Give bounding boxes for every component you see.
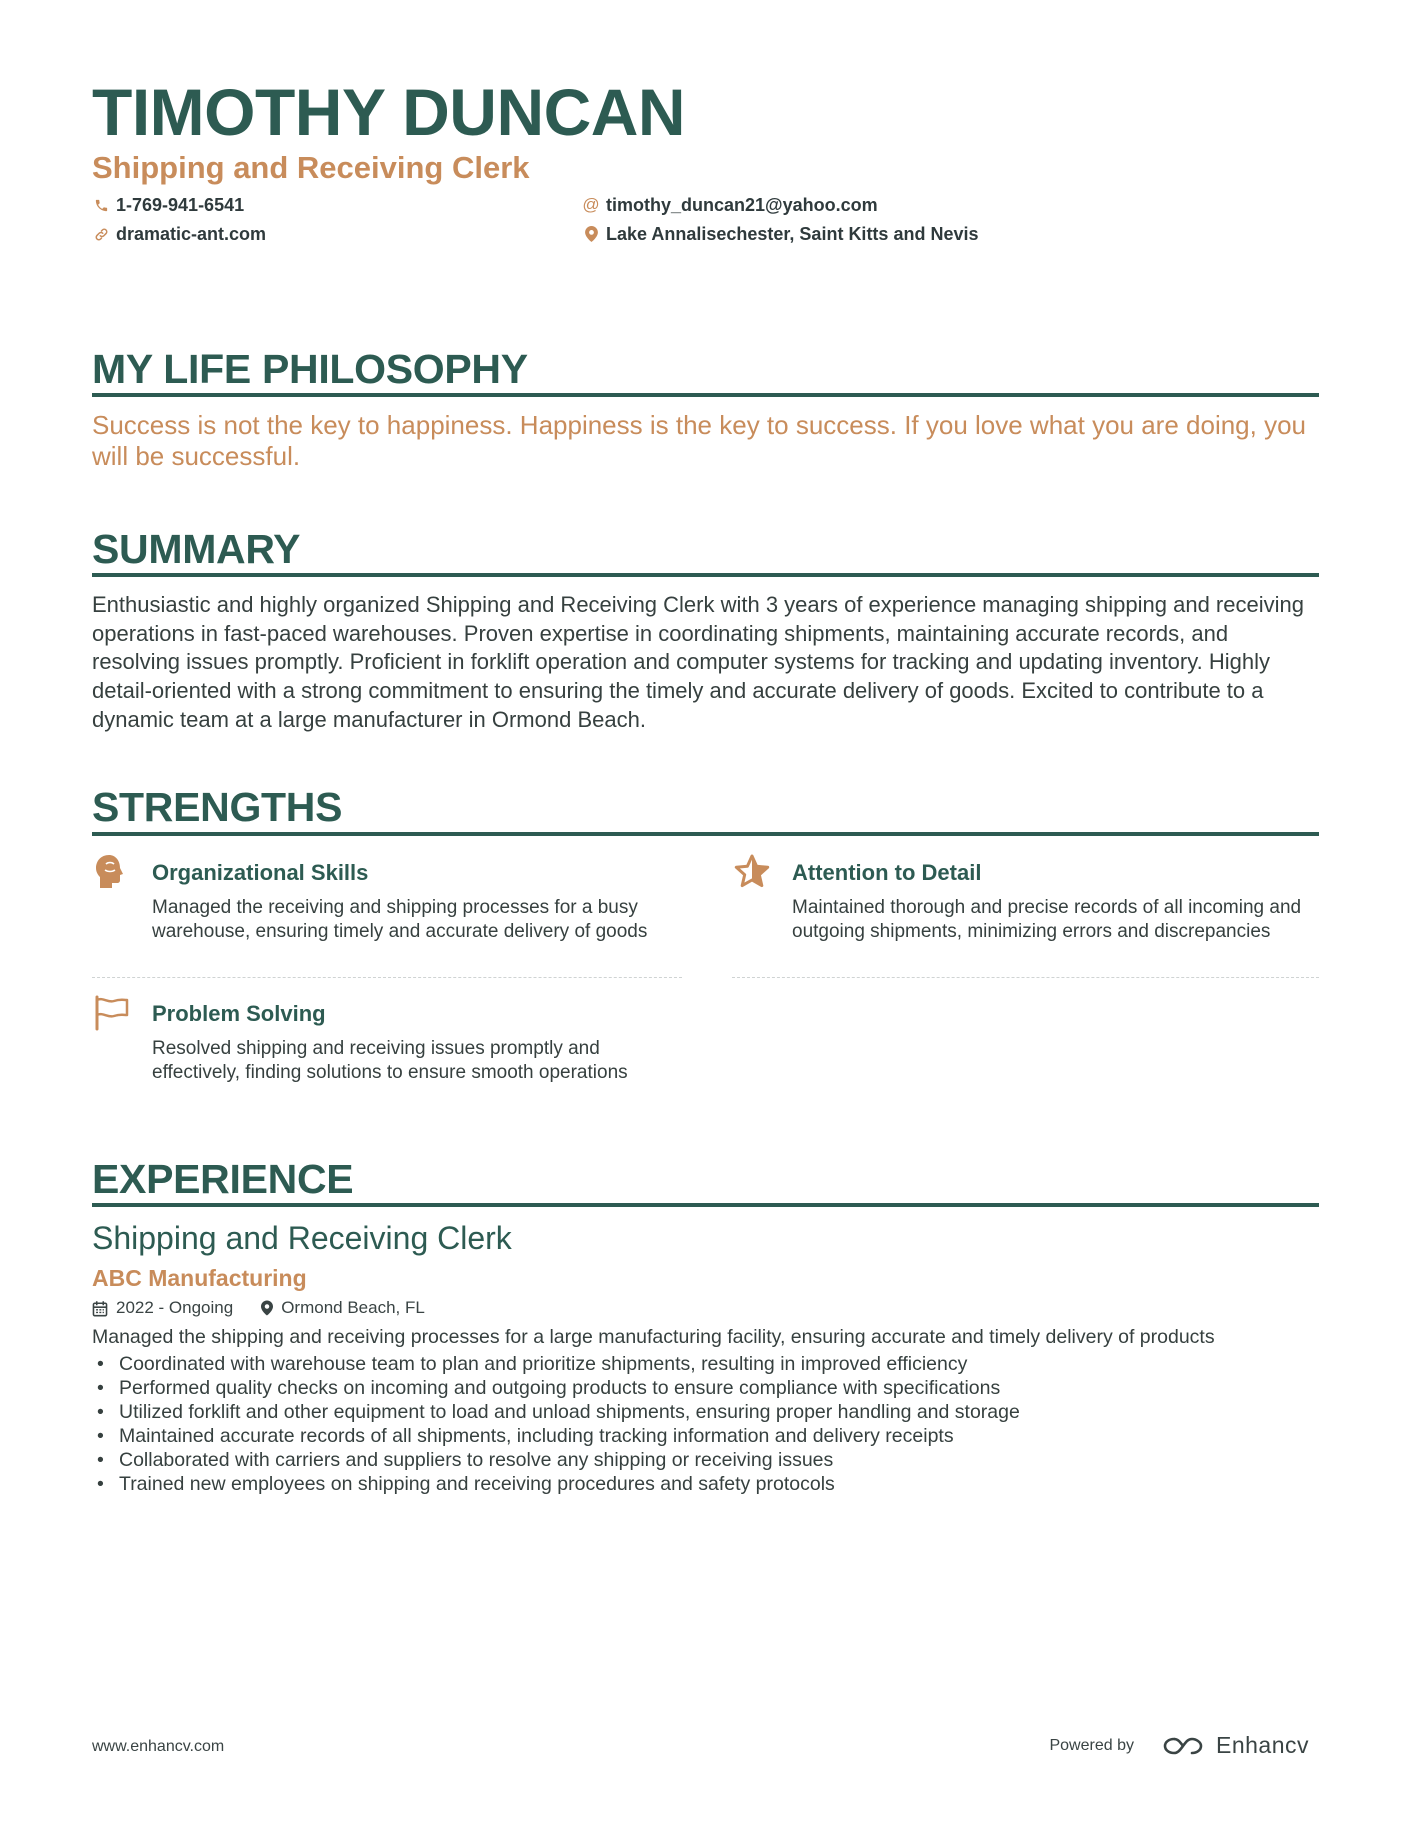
location-pin-icon (582, 225, 600, 243)
phone-text: 1-769-941-6541 (116, 195, 245, 215)
summary-heading: SUMMARY (92, 526, 301, 572)
location-pin-icon (261, 1300, 273, 1316)
candidate-name: TIMOTHY DUNCAN (92, 75, 686, 149)
contact-phone (92, 193, 244, 217)
email-text[interactable]: timothy_duncan21@yahoo.com (606, 195, 878, 215)
summary-text: Enthusiastic and highly organized Shipping and Receiving Clerk with 3 years of experience managing shipping and receiving operations in fast-paced warehouses. Proven expertise in coordinating shipments, maintaining accurate records, and resolving issues promptly. Proficient in forklift operation and computer systems for tracking and updating inventory. Highly detail-oriented with a strong commitment to ensuring the timely and accurate delivery of goods. Excited to contribute to a dynamic team at a large manufacturer in Ormond Beach. (92, 592, 1304, 732)
website-text[interactable]: dramatic-ant.com (116, 224, 267, 244)
bullet-item: • Performed quality checks on incoming and outgoing products to ensure compliance with specifications (92, 1376, 1319, 1400)
experience-company: ABC Manufacturing (92, 1265, 307, 1291)
strength-title: Organizational Skills (152, 860, 369, 885)
bullet-item: • Maintained accurate records of all shipments, including tracking information and delivery receipts (92, 1424, 1319, 1448)
strength-title: Problem Solving (152, 1001, 326, 1026)
bullet-item: • Utilized forklift and other equipment to load and unload shipments, ensuring proper handling and storage (92, 1400, 1319, 1424)
experience-dates (92, 1297, 233, 1319)
experience-heading: EXPERIENCE (92, 1156, 354, 1202)
section-divider (92, 832, 1319, 836)
footer-branding[interactable] (1049, 1732, 1309, 1759)
philosophy-quote: Success is not the key to happiness. Happiness is the key to success. If you love what you are doing, you will be successful. (92, 410, 1307, 471)
strength-divider (732, 977, 1319, 978)
contact-email[interactable] (582, 193, 878, 217)
bullet-item: • Trained new employees on shipping and receiving procedures and safety protocols (92, 1472, 1319, 1496)
candidate-title: Shipping and Receiving Clerk (92, 150, 530, 185)
strengths-heading: STRENGTHS (92, 784, 343, 830)
section-divider (92, 1203, 1319, 1207)
footer-website[interactable]: www.enhancv.com (92, 1738, 225, 1755)
contact-location (582, 222, 978, 246)
bullet-item: • Coordinated with warehouse team to plan and prioritize shipments, resulting in improved efficiency (92, 1352, 1319, 1376)
strength-divider (92, 977, 682, 978)
flag-icon (92, 993, 132, 1033)
section-divider (92, 573, 1319, 577)
experience-bullets (92, 1352, 1319, 1496)
bullet-item: • Collaborated with carriers and suppliers to resolve any shipping or receiving issues (92, 1448, 1319, 1472)
section-divider (92, 393, 1319, 397)
strength-description: Managed the receiving and shipping processes for a busy warehouse, ensuring timely and accurate delivery of goods (152, 897, 648, 942)
strength-description: Maintained thorough and precise records of all incoming and outgoing shipments, minimizing errors and discrepancies (792, 897, 1302, 942)
experience-description: Managed the shipping and receiving processes for a large manufacturing facility, ensuring accurate and timely delivery of products (92, 1326, 1215, 1348)
calendar-icon (92, 1300, 108, 1317)
location-text: Ormond Beach, FL (281, 1298, 425, 1317)
link-icon (92, 225, 110, 243)
at-icon: @ (582, 195, 600, 214)
phone-icon (92, 196, 110, 214)
strength-description: Resolved shipping and receiving issues promptly and effectively, finding solutions to ensure smooth operations (152, 1038, 628, 1083)
powered-by-text: Powered by (1049, 1736, 1134, 1754)
experience-role: Shipping and Receiving Clerk (92, 1220, 512, 1256)
experience-meta (92, 1297, 453, 1319)
head-icon (92, 852, 132, 892)
star-icon (732, 852, 772, 892)
dates-text: 2022 - Ongoing (116, 1298, 234, 1317)
contact-website[interactable] (92, 222, 266, 246)
strength-title: Attention to Detail (792, 860, 982, 885)
experience-location (261, 1297, 425, 1319)
enhancv-logo-icon (1160, 1734, 1206, 1758)
philosophy-heading: MY LIFE PHILOSOPHY (92, 346, 528, 392)
location-text: Lake Annalisechester, Saint Kitts and Nevis (606, 224, 979, 244)
brand-name: Enhancv (1215, 1732, 1309, 1758)
